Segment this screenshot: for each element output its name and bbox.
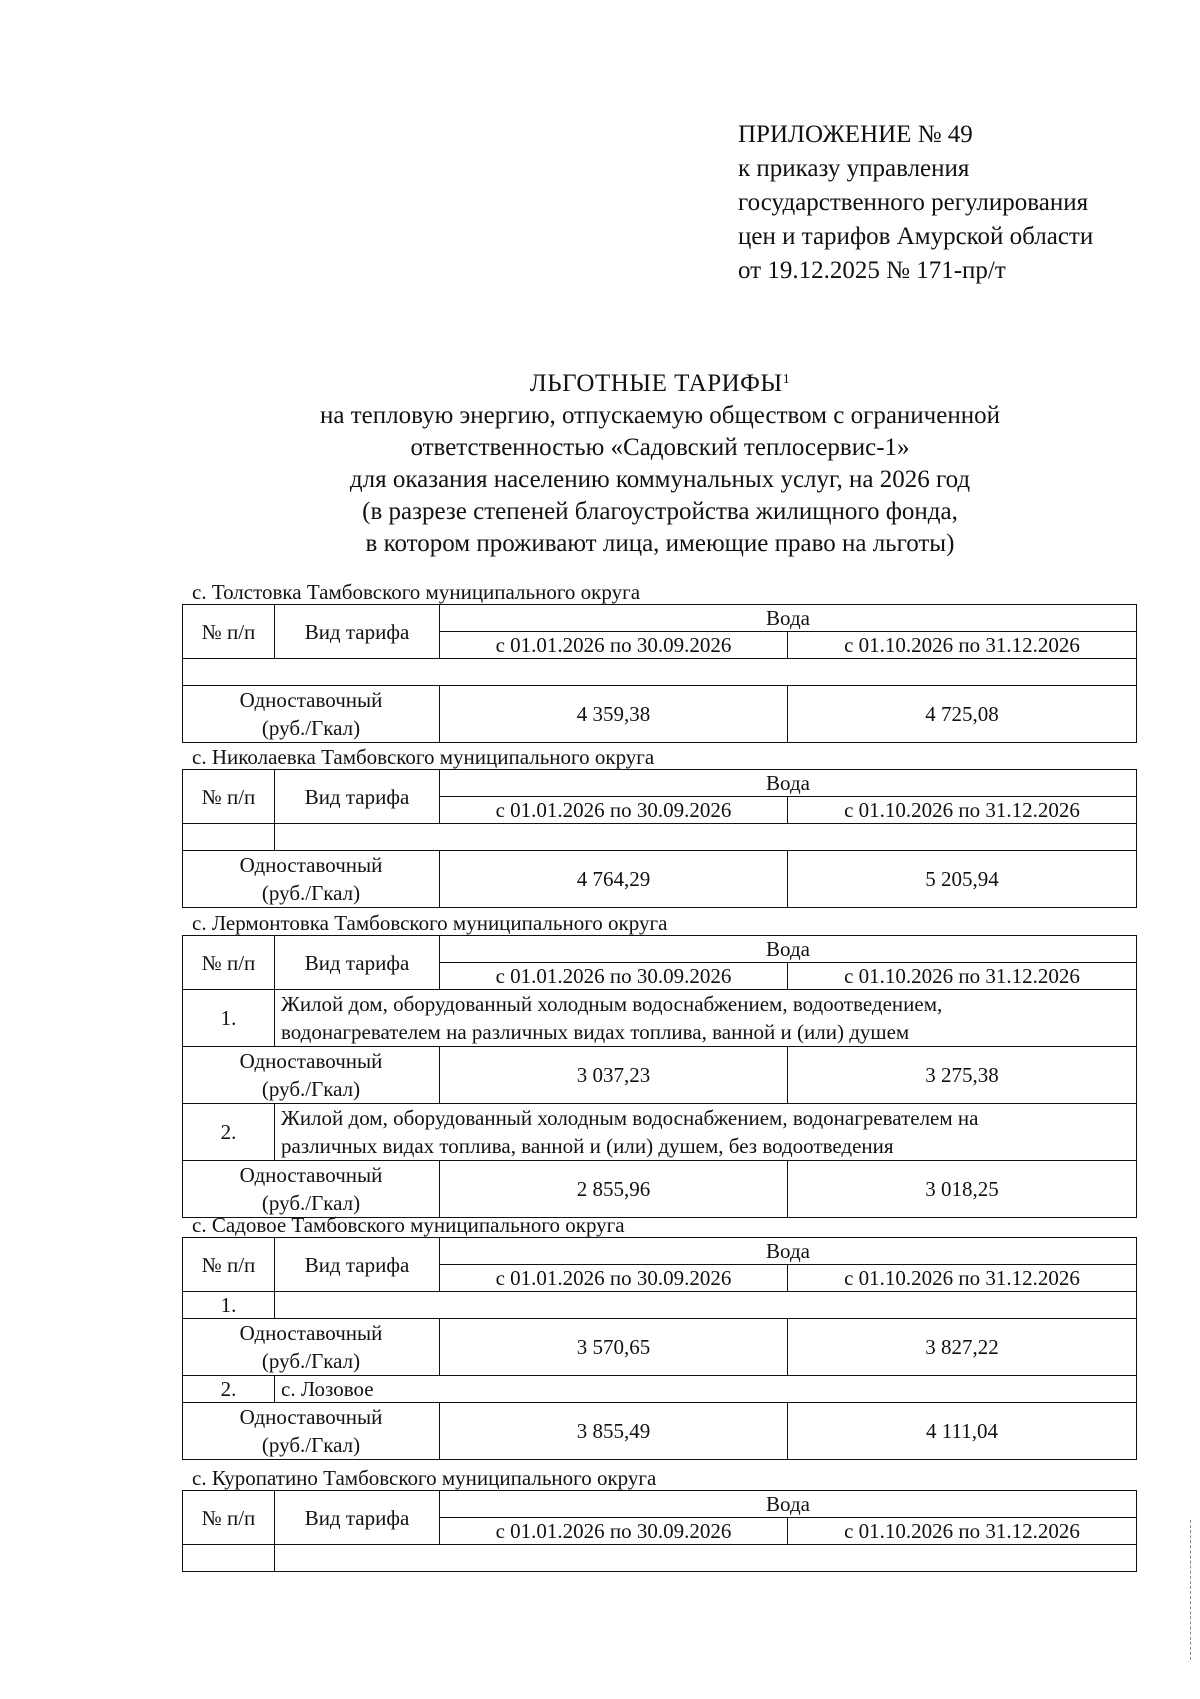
row-number: 1.	[183, 990, 275, 1047]
title-line: (в разрезе степеней благоустройства жилищного фонда,	[362, 498, 958, 525]
title-line: в котором проживают лица, имеющие право на льготы)	[365, 530, 955, 557]
tariff-label: Одноставочный (руб./Гкал)	[183, 1319, 440, 1376]
housing-description: Жилой дом, оборудованный холодным водоснабжением, водонагревателем на различных видах топлива, ванной и (или) душем, без водоотведения	[275, 1104, 1137, 1161]
tariff-table	[182, 935, 1137, 1218]
section-kuropatino	[182, 1466, 1136, 1572]
tariff-value-period-2: 4 111,04	[788, 1403, 1137, 1460]
tariff-value-period-2: 3 275,38	[788, 1047, 1137, 1104]
tariff-table	[182, 1490, 1137, 1572]
appendix-line: цен и тарифов Амурской области	[738, 223, 1094, 250]
tariff-value-period-1: 4 764,29	[440, 851, 788, 908]
section-lermontovka	[182, 911, 1136, 1218]
section-tolstovka	[182, 580, 1136, 743]
section-sadovoe	[182, 1213, 1136, 1460]
header-period-2: с 01.10.2026 по 31.12.2026	[788, 632, 1137, 659]
title-line: на тепловую энергию, отпускаемую обществом с ограниченной	[320, 402, 1000, 429]
header-period-2: с 01.10.2026 по 31.12.2026	[788, 797, 1137, 824]
appendix-title: ПРИЛОЖЕНИЕ № 49	[738, 121, 973, 148]
header-num: № п/п	[183, 1491, 275, 1545]
location-heading: с. Садовое Тамбовского муниципального округа	[192, 1213, 625, 1237]
tariff-value-period-2: 3 827,22	[788, 1319, 1137, 1376]
header-period-1: с 01.01.2026 по 30.09.2026	[440, 1265, 788, 1292]
header-period-1: с 01.01.2026 по 30.09.2026	[440, 797, 788, 824]
row-label	[275, 1292, 1137, 1319]
header-period-1: с 01.01.2026 по 30.09.2026	[440, 1518, 788, 1545]
header-period-2: с 01.10.2026 по 31.12.2026	[788, 1518, 1137, 1545]
tariff-value-period-2: 4 725,08	[788, 686, 1137, 743]
tariff-label: Одноставочный (руб./Гкал)	[183, 686, 440, 743]
tariff-value-period-1: 3 037,23	[440, 1047, 788, 1104]
location-heading: с. Куропатино Тамбовского муниципального округа	[192, 1466, 657, 1490]
tariff-label: Одноставочный (руб./Гкал)	[183, 851, 440, 908]
scan-edge-mark	[1190, 1520, 1193, 1660]
footnote-mark: 1	[782, 372, 791, 387]
header-period-2: с 01.10.2026 по 31.12.2026	[788, 963, 1137, 990]
tariff-value-period-2: 5 205,94	[788, 851, 1137, 908]
section-nikolaevka	[182, 745, 1136, 908]
header-period-1: с 01.01.2026 по 30.09.2026	[440, 632, 788, 659]
header-num: № п/п	[183, 936, 275, 990]
appendix-order-ref: от 19.12.2025 № 171-пр/т	[738, 257, 1006, 284]
tariff-value-period-1: 4 359,38	[440, 686, 788, 743]
tariff-label: Одноставочный (руб./Гкал)	[183, 1161, 440, 1218]
header-num: № п/п	[183, 770, 275, 824]
row-number: 2.	[183, 1104, 275, 1161]
document-title	[160, 368, 1160, 560]
tariff-label: Одноставочный (руб./Гкал)	[183, 1047, 440, 1104]
header-num: № п/п	[183, 605, 275, 659]
header-num: № п/п	[183, 1238, 275, 1292]
header-water: Вода	[440, 936, 1137, 963]
header-water: Вода	[440, 605, 1137, 632]
row-number: 1.	[183, 1292, 275, 1319]
location-heading: с. Лермонтовка Тамбовского муниципального округа	[192, 911, 668, 935]
header-type: Вид тарифа	[275, 936, 440, 990]
tariff-table	[182, 1237, 1137, 1460]
blank-cell	[275, 1545, 1137, 1572]
header-type: Вид тарифа	[275, 605, 440, 659]
location-heading: с. Толстовка Тамбовского муниципального округа	[192, 580, 641, 604]
header-type: Вид тарифа	[275, 770, 440, 824]
title-main: ЛЬГОТНЫЕ ТАРИФЫ$^1$	[529, 370, 791, 397]
header-water: Вода	[440, 1491, 1137, 1518]
row-number: 2.	[183, 1376, 275, 1403]
title-line: для оказания населению коммунальных услуг, на 2026 год	[349, 466, 971, 493]
appendix-line: государственного регулирования	[738, 189, 1089, 216]
tariff-value-period-1: 2 855,96	[440, 1161, 788, 1218]
header-type: Вид тарифа	[275, 1238, 440, 1292]
header-water: Вода	[440, 1238, 1137, 1265]
blank-row	[183, 659, 1137, 686]
tariff-table	[182, 604, 1137, 743]
header-period-1: с 01.01.2026 по 30.09.2026	[440, 963, 788, 990]
title-line: ответственностью «Садовский теплосервис-1»	[410, 434, 910, 461]
row-label: с. Лозовое	[275, 1376, 1137, 1403]
blank-cell	[275, 824, 1137, 851]
header-period-2: с 01.10.2026 по 31.12.2026	[788, 1265, 1137, 1292]
tariff-table	[182, 769, 1137, 908]
location-heading: с. Николаевка Тамбовского муниципального округа	[192, 745, 655, 769]
header-water: Вода	[440, 770, 1137, 797]
tariff-value-period-1: 3 570,65	[440, 1319, 788, 1376]
housing-description: Жилой дом, оборудованный холодным водоснабжением, водоотведением, водонагревателем на различных видах топлива, ванной и (или) душем	[275, 990, 1137, 1047]
tariff-value-period-1: 3 855,49	[440, 1403, 788, 1460]
tariff-label: Одноставочный (руб./Гкал)	[183, 1403, 440, 1460]
blank-cell	[183, 1545, 275, 1572]
appendix-block	[738, 118, 1093, 288]
blank-cell	[183, 824, 275, 851]
tariff-value-period-2: 3 018,25	[788, 1161, 1137, 1218]
header-type: Вид тарифа	[275, 1491, 440, 1545]
appendix-line: к приказу управления	[738, 155, 970, 182]
